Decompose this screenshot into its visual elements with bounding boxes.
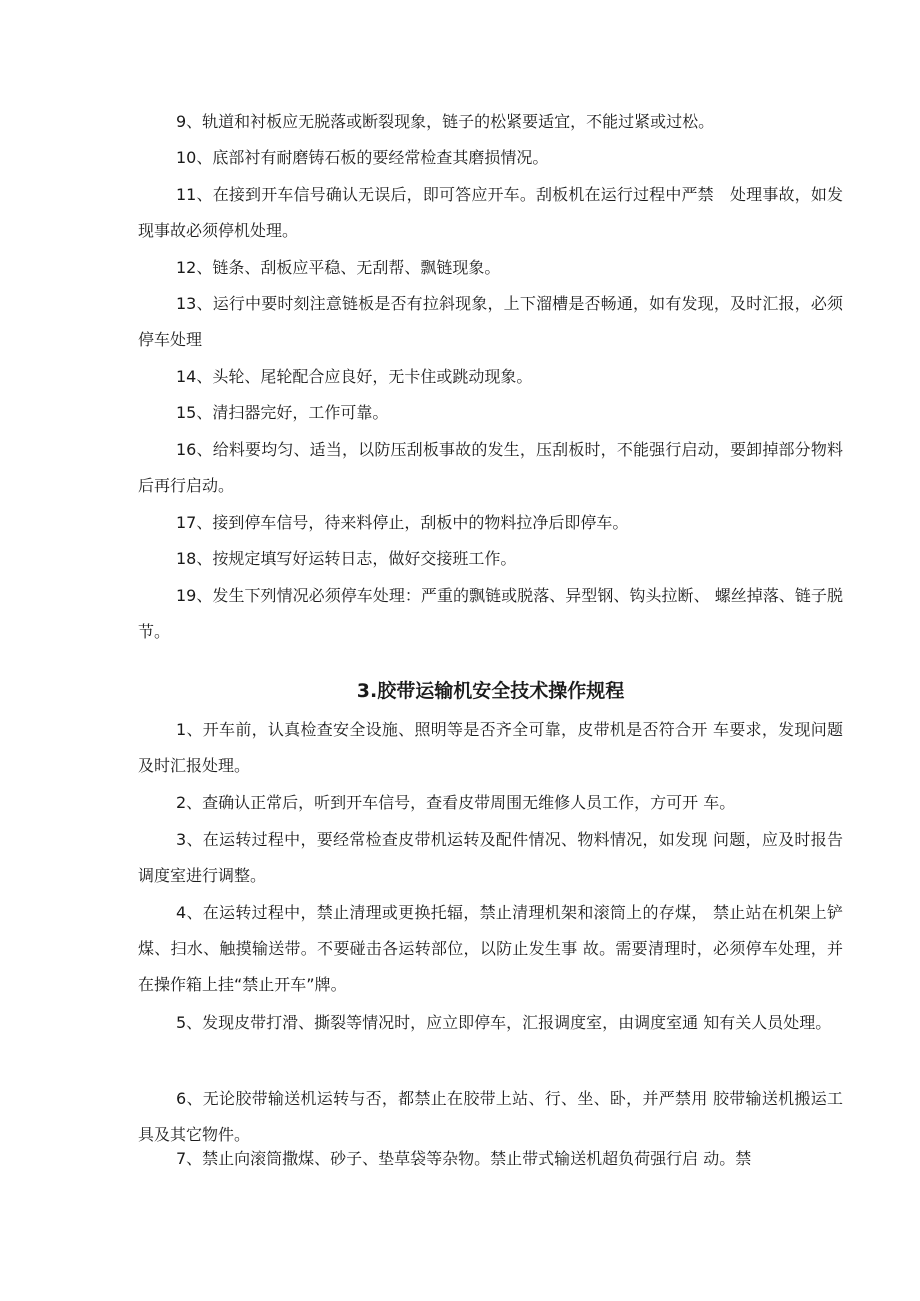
- rule-17: 17、接到停车信号，待来料停止，刮板中的物料拉净后即停车。: [176, 513, 629, 532]
- rule-18: 18、按规定填写好运转日志，做好交接班工作。: [176, 549, 517, 568]
- section-3-title: 3.胶带运输机安全技术操作规程: [356, 680, 625, 702]
- rule-13: 13、运行中要时刻注意链板是否有拉斜现象，上下溜槽是否畅通，如有发现，及时汇报，必须停车处理: [138, 294, 843, 349]
- rule-12: 12、链条、刮板应平稳、无刮帮、飘链现象。: [176, 258, 501, 277]
- rule-14: 14、头轮、尾轮配合应良好，无卡住或跳动现象。: [176, 367, 533, 386]
- rule-10: 10、底部衬有耐磨铸石板的要经常检查其磨损情况。: [176, 148, 549, 167]
- rule-16: 16、给料要均匀、适当，以防压刮板事故的发生，压刮板时，不能强行启动，要卸掉部分物料后再行启动。: [138, 440, 843, 495]
- rule-9: 9、轨道和衬板应无脱落或断裂现象，链子的松紧要适宜，不能过紧或过松。: [176, 112, 715, 131]
- rule-15: 15、清扫器完好，工作可靠。: [176, 403, 389, 422]
- rule-11: 11、在接到开车信号确认无误后，即可答应开车。刮板机在运行过程中严禁 处理事故，如发现事故必须停机处理。: [138, 185, 843, 240]
- section-3-item-7: 7、禁止向滚筒撒煤、砂子、垫草袋等杂物。禁止带式输送机超负荷强行启 动。禁: [176, 1149, 752, 1168]
- section-3-item-5: 5、发现皮带打滑、撕裂等情况时，应立即停车，汇报调度室，由调度室通 知有关人员处理。: [176, 1013, 832, 1032]
- section-3-item-4: 4、在运转过程中，禁止清理或更换托辐，禁止清理机架和滚筒上的存煤， 禁止站在机架上铲煤、扫水、触摸输送带。不要碰击各运转部位，以防止发生事 故。需要清理时，必须停车处理，并在操作箱上挂“禁止开车”牌。: [138, 903, 843, 994]
- section-3-item-2: 2、查确认正常后，听到开车信号，查看皮带周围无维修人员工作，方可开 车。: [176, 793, 736, 812]
- section-3-item-3: 3、在运转过程中，要经常检查皮带机运转及配件情况、物料情况，如发现 问题，应及时报告调度室进行调整。: [138, 830, 843, 885]
- section-3-item-6: 6、无论胶带输送机运转与否，都禁止在胶带上站、行、坐、卧，并严禁用 胶带输送机搬运工具及其它物件。: [138, 1089, 843, 1144]
- rule-19: 19、发生下列情况必须停车处理：严重的飘链或脱落、异型钢、钩头拉断、 螺丝掉落、链子脱节。: [138, 586, 843, 641]
- section-3-item-1: 1、开车前，认真检查安全设施、照明等是否齐全可靠，皮带机是否符合开 车要求，发现问题及时汇报处理。: [138, 720, 843, 775]
